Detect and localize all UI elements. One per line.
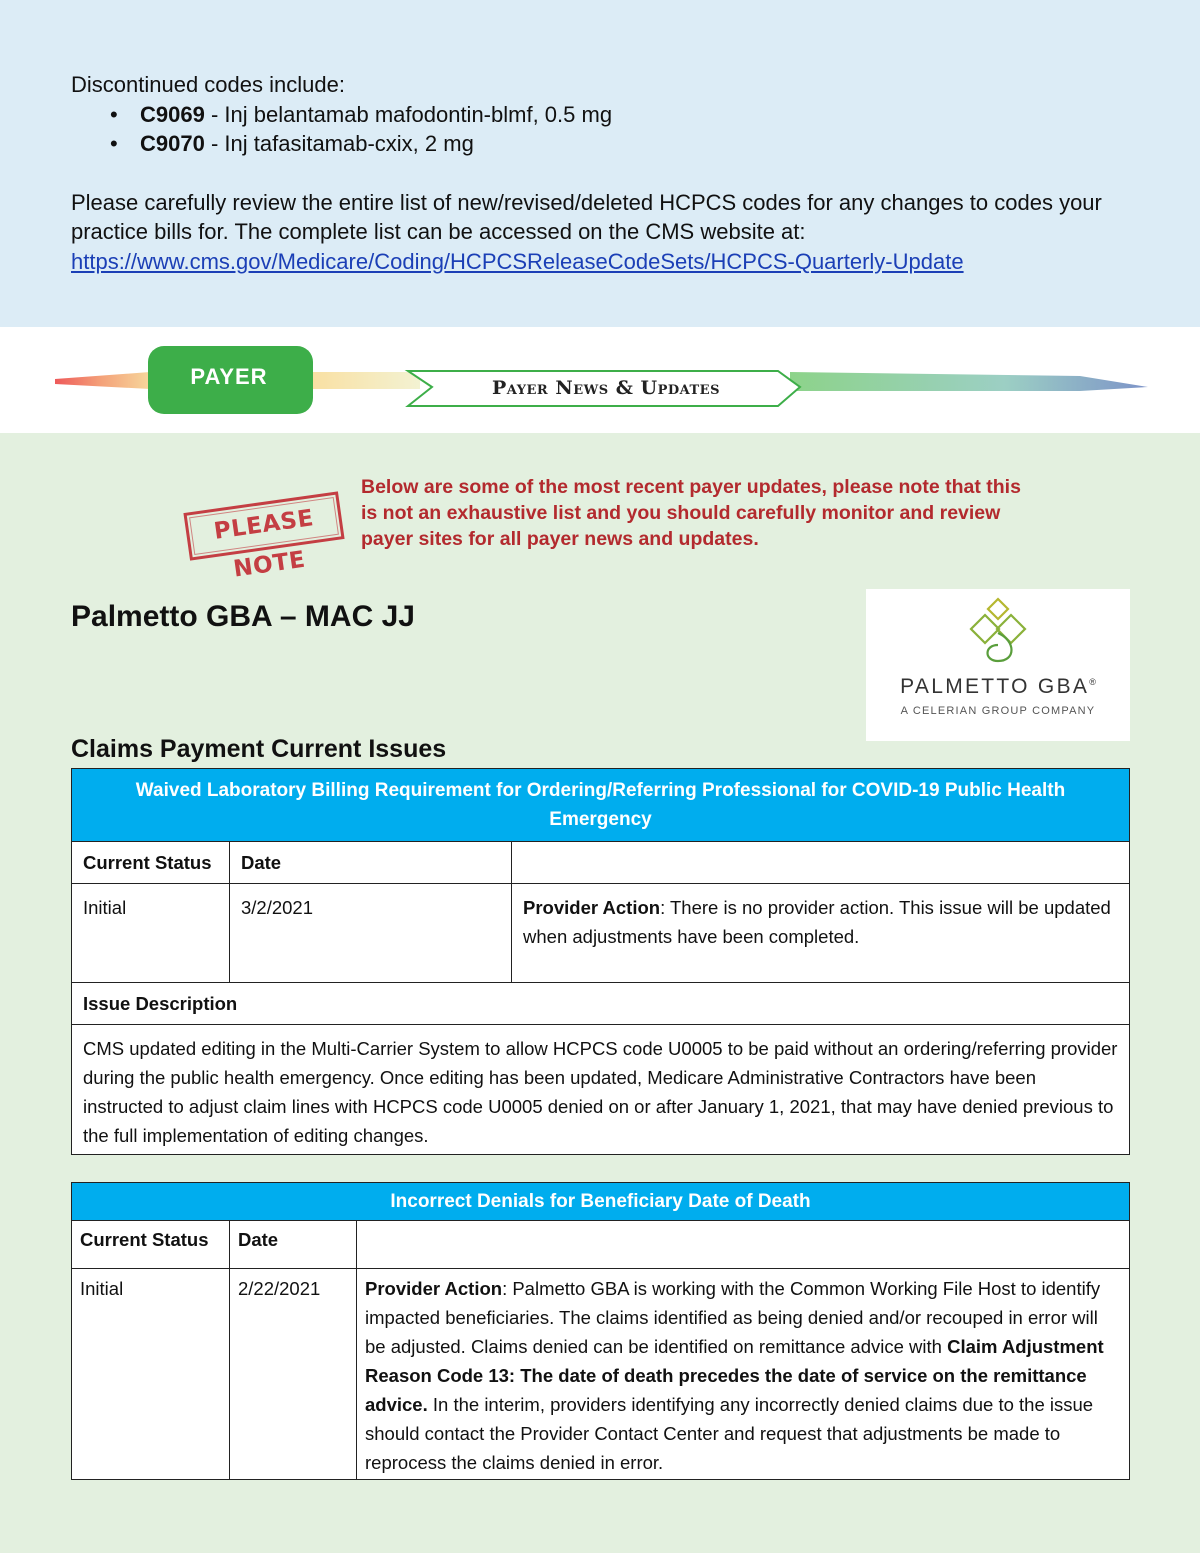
claims-issues-heading: Claims Payment Current Issues [71,735,447,763]
list-item [140,100,1131,130]
review-text: Please carefully review the entire list of new/revised/deleted HCPCS codes for any changes to codes your practice bills for. The complete list can be accessed on the CMS website at: [71,189,1102,244]
issue-table-date-of-death [71,1182,1130,1480]
date-value: 3/2/2021 [230,884,512,983]
issue-description-header: Issue Description [72,983,1130,1025]
discontinued-codes-section [71,70,1131,276]
code-description: - Inj tafasitamab-cxix, 2 mg [204,131,474,156]
code-description: - Inj belantamab mafodontin-blmf, 0.5 mg [204,101,613,127]
code-label: C9070 [140,131,205,156]
issue-title: Waived Laboratory Billing Requirement for Ordering/Referring Professional for COVID-19 Public Health Emergency [72,769,1130,842]
top-info-band [0,0,1200,327]
reason-code-text: Claim Adjustment Reason Code 13: The date of death precedes the date of service on the remittance advice. [365,1336,1104,1415]
code-label: C9069 [140,101,205,127]
payer-tab-label: PAYER [190,364,268,389]
banner-right-arrow [790,372,1148,391]
provider-action-cell [512,884,1130,983]
banner-title: Payer News & Updates [492,377,720,399]
status-value: Initial [72,1269,230,1480]
discontinued-codes-list [71,100,1131,159]
logo-tagline: A CELERIAN GROUP COMPANY [900,705,1096,717]
review-paragraph [71,188,1131,277]
palmetto-leaf-icon [866,589,1130,675]
issue-description-text: CMS updated editing in the Multi-Carrier System to allow HCPCS code U0005 to be paid without an ordering/referring provider during the public health emergency. Once editing has been updated, Medicare Administrative Contractors have been instructed to adjust claim lines with HCPCS code U0005 denied on or after January 1, 2021, that may have denied previous to the full implementation of editing changes. [72,1025,1130,1155]
provider-action-label: Provider Action [365,1278,503,1299]
issue-table-covid-lab [71,768,1130,1155]
provider-action-followup: In the interim, providers identifying any incorrectly denied claims due to the issue should contact the Provider Contact Center and request that adjustments be made to reprocess the claims denied in error. [365,1394,1094,1473]
empty-header-cell [357,1221,1130,1269]
empty-header-cell [512,842,1130,884]
banner-mid-bar [312,372,420,389]
cms-link[interactable]: https://www.cms.gov/Medicare/Coding/HCPCSReleaseCodeSets/HCPCS-Quarterly-Update [71,248,964,274]
palmetto-logo [866,589,1130,741]
provider-action-label: Provider Action [523,897,661,918]
date-header: Date [230,842,512,884]
status-value: Initial [72,884,230,983]
provider-action-cell [357,1269,1130,1480]
provider-action-text: : Palmetto GBA is working with the Common Working File Host to identify impacted beneficiaries. The claims identified as being denied and/or recouped in error will be adjusted. Claims denied can be identified on remittance advice with [365,1278,1101,1357]
registered-mark: ® [1089,677,1096,687]
payer-news-banner [0,327,1200,433]
please-note-text: Below are some of the most recent payer updates, please note that this is not an exhaustive list and you should carefully monitor and review payer sites for all payer news and updates. [361,476,1021,550]
list-item [140,129,1131,159]
please-note-stamp: PLEASE NOTE [183,491,344,560]
provider-action-text: : There is no provider action. This issue will be updated when adjustments have been completed. [523,897,1111,947]
date-value: 2/22/2021 [230,1269,357,1480]
current-status-header: Current Status [72,1221,230,1269]
issue-title: Incorrect Denials for Beneficiary Date of Death [72,1183,1130,1221]
logo-wordmark [866,675,1130,699]
banner-left-arrow [55,372,150,389]
current-status-header: Current Status [72,842,230,884]
date-header: Date [230,1221,357,1269]
please-note-block [180,470,1080,583]
section-title: Palmetto GBA – MAC JJ [71,600,415,633]
discontinued-intro: Discontinued codes include: [71,72,345,97]
logo-name-text: PALMETTO GBA [900,675,1090,698]
